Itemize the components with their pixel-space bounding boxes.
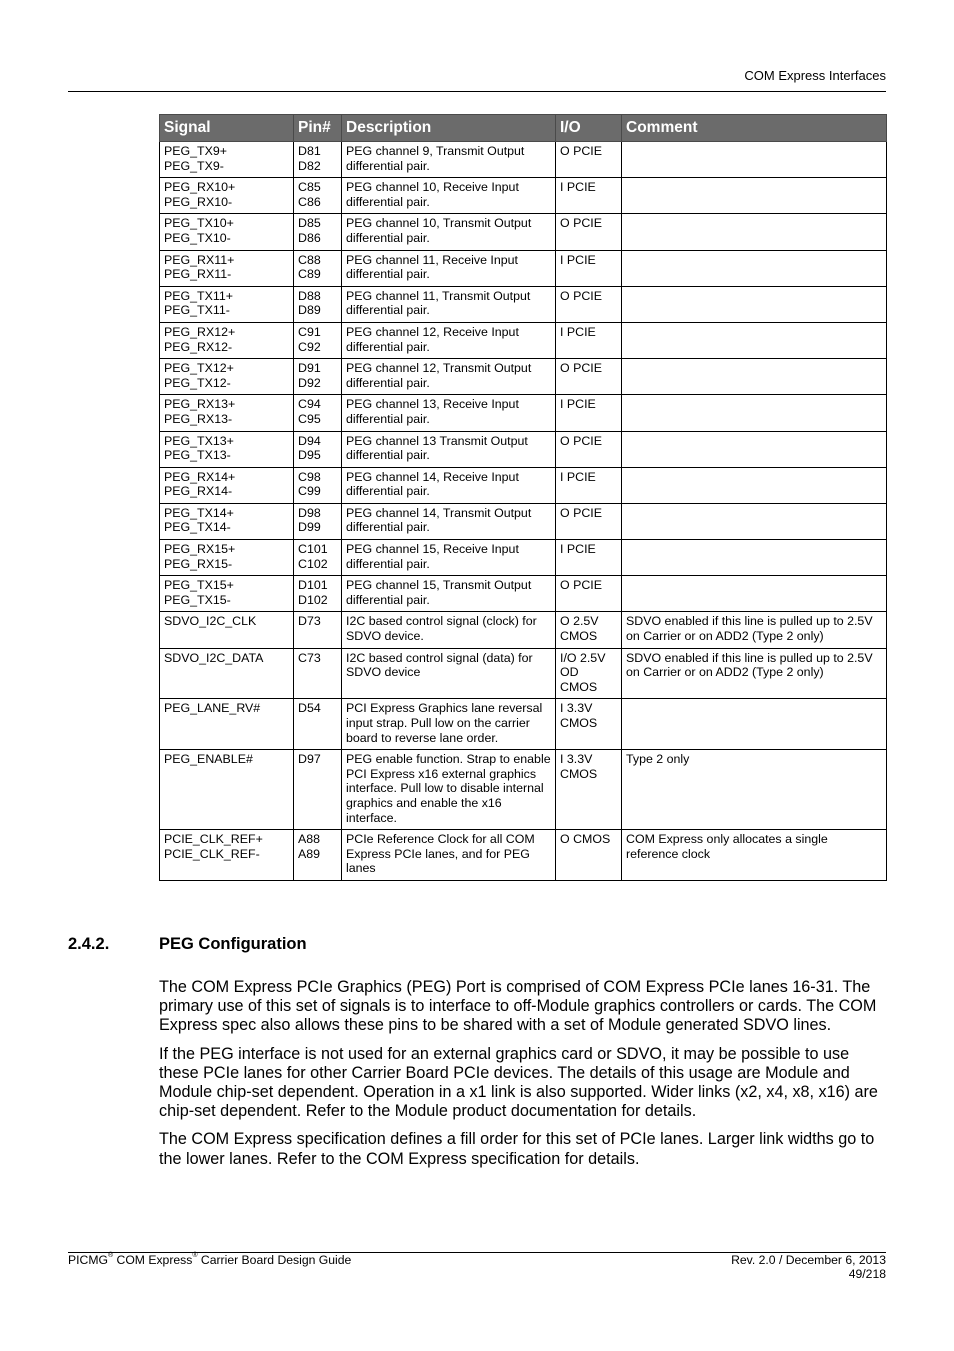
description-cell: PEG channel 15, Transmit Output differential pair. bbox=[342, 576, 556, 612]
pin-cell: A88 A89 bbox=[294, 830, 342, 881]
io-cell: O PCIE bbox=[556, 214, 622, 250]
section-title: PEG Configuration bbox=[159, 935, 307, 953]
comment-cell bbox=[622, 322, 887, 358]
io-cell: O PCIE bbox=[556, 503, 622, 539]
io-cell: I PCIE bbox=[556, 250, 622, 286]
pin-cell: D54 bbox=[294, 699, 342, 750]
registered-mark: ® bbox=[192, 1252, 198, 1259]
description-cell: PEG channel 12, Transmit Output differential pair. bbox=[342, 359, 556, 395]
description-cell: PEG channel 13 Transmit Output differential pair. bbox=[342, 431, 556, 467]
column-header-signal: Signal bbox=[160, 115, 294, 142]
table-row bbox=[160, 178, 887, 214]
section-heading bbox=[68, 935, 307, 954]
description-cell: PEG channel 15, Receive Input differential pair. bbox=[342, 540, 556, 576]
comment-cell bbox=[622, 576, 887, 612]
pin-cell: C88 C89 bbox=[294, 250, 342, 286]
signal-cell: PEG_RX10+ PEG_RX10- bbox=[160, 178, 294, 214]
io-cell: I PCIE bbox=[556, 178, 622, 214]
description-cell: PEG channel 14, Transmit Output differential pair. bbox=[342, 503, 556, 539]
comment-cell: COM Express only allocates a single reference clock bbox=[622, 830, 887, 881]
running-header: COM Express Interfaces bbox=[744, 68, 886, 83]
table-row bbox=[160, 395, 887, 431]
description-cell: PEG enable function. Strap to enable PCI Express x16 external graphics interface. Pull low to disable internal graphics and enable the x16 interface. bbox=[342, 750, 556, 830]
registered-mark: ® bbox=[107, 1252, 114, 1259]
table-row bbox=[160, 467, 887, 503]
paragraph: If the PEG interface is not used for an external graphics card or SDVO, it may be possible to use these PCIe lanes for other Carrier Board PCIe devices. The details of this usage are Module and Module chip-set dependent. Operation in a x1 link is also supported. Wider links (x2, x4, x8, x16) are chip-set dependent. Refer to the Module product documentation for details. bbox=[159, 1044, 878, 1121]
comment-cell bbox=[622, 431, 887, 467]
page-number: 49/218 bbox=[848, 1267, 886, 1281]
comment-cell bbox=[622, 467, 887, 503]
comment-cell bbox=[622, 503, 887, 539]
table-header-row bbox=[160, 115, 887, 142]
io-cell: I PCIE bbox=[556, 467, 622, 503]
header-rule bbox=[68, 91, 886, 92]
table-row bbox=[160, 648, 887, 699]
pin-cell: D88 D89 bbox=[294, 286, 342, 322]
comment-cell bbox=[622, 395, 887, 431]
signal-cell: PEG_TX13+ PEG_TX13- bbox=[160, 431, 294, 467]
description-cell: PCI Express Graphics lane reversal input strap. Pull low on the carrier board to reverse lane order. bbox=[342, 699, 556, 750]
comment-cell bbox=[622, 250, 887, 286]
comment-cell bbox=[622, 286, 887, 322]
pin-cell: C94 C95 bbox=[294, 395, 342, 431]
signal-table bbox=[159, 114, 887, 881]
table-row bbox=[160, 286, 887, 322]
signal-cell: PEG_TX9+ PEG_TX9- bbox=[160, 142, 294, 178]
pin-cell: C101 C102 bbox=[294, 540, 342, 576]
table-row bbox=[160, 503, 887, 539]
description-cell: PEG channel 14, Receive Input differential pair. bbox=[342, 467, 556, 503]
description-cell: I2C based control signal (clock) for SDVO device. bbox=[342, 612, 556, 648]
pin-cell: D81 D82 bbox=[294, 142, 342, 178]
io-cell: O PCIE bbox=[556, 431, 622, 467]
table-row bbox=[160, 612, 887, 648]
table-row bbox=[160, 359, 887, 395]
table-body bbox=[160, 142, 887, 881]
table-row bbox=[160, 142, 887, 178]
pin-cell: D85 D86 bbox=[294, 214, 342, 250]
io-cell: I PCIE bbox=[556, 322, 622, 358]
column-header-description: Description bbox=[342, 115, 556, 142]
column-header-comment: Comment bbox=[622, 115, 887, 142]
table-row bbox=[160, 830, 887, 881]
comment-cell bbox=[622, 178, 887, 214]
io-cell: I 3.3V CMOS bbox=[556, 750, 622, 830]
io-cell: O 2.5V CMOS bbox=[556, 612, 622, 648]
signal-cell: PEG_RX11+ PEG_RX11- bbox=[160, 250, 294, 286]
body-text bbox=[159, 978, 886, 1178]
io-cell: O PCIE bbox=[556, 142, 622, 178]
comment-cell bbox=[622, 142, 887, 178]
footer-text: PICMG bbox=[68, 1253, 108, 1267]
table-row bbox=[160, 431, 887, 467]
signal-cell: PEG_RX14+ PEG_RX14- bbox=[160, 467, 294, 503]
pin-cell: D98 D99 bbox=[294, 503, 342, 539]
comment-cell bbox=[622, 359, 887, 395]
io-cell: O CMOS bbox=[556, 830, 622, 881]
signal-cell: PCIE_CLK_REF+ PCIE_CLK_REF- bbox=[160, 830, 294, 881]
signal-cell: PEG_TX15+ PEG_TX15- bbox=[160, 576, 294, 612]
table-row bbox=[160, 250, 887, 286]
signal-cell: SDVO_I2C_CLK bbox=[160, 612, 294, 648]
description-cell: PEG channel 9, Transmit Output differential pair. bbox=[342, 142, 556, 178]
pin-cell: C85 C86 bbox=[294, 178, 342, 214]
signal-cell: PEG_TX12+ PEG_TX12- bbox=[160, 359, 294, 395]
table-row bbox=[160, 576, 887, 612]
comment-cell bbox=[622, 214, 887, 250]
column-header-io: I/O bbox=[556, 115, 622, 142]
table-row bbox=[160, 699, 887, 750]
footer-document-title bbox=[68, 1253, 351, 1267]
io-cell: I PCIE bbox=[556, 395, 622, 431]
signal-cell: PEG_RX15+ PEG_RX15- bbox=[160, 540, 294, 576]
io-cell: O PCIE bbox=[556, 576, 622, 612]
description-cell: PCIe Reference Clock for all COM Express PCIe lanes, and for PEG lanes bbox=[342, 830, 556, 881]
io-cell: I/O 2.5V OD CMOS bbox=[556, 648, 622, 699]
comment-cell: Type 2 only bbox=[622, 750, 887, 830]
description-cell: PEG channel 13, Receive Input differential pair. bbox=[342, 395, 556, 431]
description-cell: I2C based control signal (data) for SDVO device bbox=[342, 648, 556, 699]
description-cell: PEG channel 10, Receive Input differential pair. bbox=[342, 178, 556, 214]
paragraph: The COM Express PCIe Graphics (PEG) Port is comprised of COM Express PCIe lanes 16-31. The primary use of this set of signals is to interface to off-Module graphics controllers or cards. The COM Express spec also allows these pins to be shared with a set of Module generated SDVO lines. bbox=[159, 978, 877, 1035]
pin-cell: D101 D102 bbox=[294, 576, 342, 612]
description-cell: PEG channel 11, Transmit Output differential pair. bbox=[342, 286, 556, 322]
pin-cell: D94 D95 bbox=[294, 431, 342, 467]
footer-text: COM Express bbox=[113, 1253, 193, 1267]
table-row bbox=[160, 322, 887, 358]
io-cell: I 3.3V CMOS bbox=[556, 699, 622, 750]
description-cell: PEG channel 12, Receive Input differential pair. bbox=[342, 322, 556, 358]
signal-cell: PEG_TX10+ PEG_TX10- bbox=[160, 214, 294, 250]
io-cell: I PCIE bbox=[556, 540, 622, 576]
pin-cell: C73 bbox=[294, 648, 342, 699]
pin-cell: C98 C99 bbox=[294, 467, 342, 503]
footer-text: Carrier Board Design Guide bbox=[197, 1253, 352, 1267]
comment-cell bbox=[622, 699, 887, 750]
paragraph: The COM Express specification defines a fill order for this set of PCIe lanes. Larger link widths go to the lower lanes. Refer to the COM Express specification for details. bbox=[159, 1130, 875, 1168]
table-row bbox=[160, 214, 887, 250]
table-row bbox=[160, 750, 887, 830]
comment-cell bbox=[622, 540, 887, 576]
signal-cell: PEG_TX14+ PEG_TX14- bbox=[160, 503, 294, 539]
signal-cell: PEG_RX12+ PEG_RX12- bbox=[160, 322, 294, 358]
pin-cell: C91 C92 bbox=[294, 322, 342, 358]
footer-revision: Rev. 2.0 / December 6, 2013 bbox=[731, 1253, 886, 1267]
io-cell: O PCIE bbox=[556, 359, 622, 395]
pin-cell: D73 bbox=[294, 612, 342, 648]
description-cell: PEG channel 10, Transmit Output differential pair. bbox=[342, 214, 556, 250]
pin-cell: D97 bbox=[294, 750, 342, 830]
signal-cell: PEG_TX11+ PEG_TX11- bbox=[160, 286, 294, 322]
comment-cell: SDVO enabled if this line is pulled up to 2.5V on Carrier or on ADD2 (Type 2 only) bbox=[622, 612, 887, 648]
pin-cell: D91 D92 bbox=[294, 359, 342, 395]
table-row bbox=[160, 540, 887, 576]
signal-cell: SDVO_I2C_DATA bbox=[160, 648, 294, 699]
signal-cell: PEG_RX13+ PEG_RX13- bbox=[160, 395, 294, 431]
section-number: 2.4.2. bbox=[68, 935, 110, 953]
io-cell: O PCIE bbox=[556, 286, 622, 322]
signal-cell: PEG_LANE_RV# bbox=[160, 699, 294, 750]
description-cell: PEG channel 11, Receive Input differential pair. bbox=[342, 250, 556, 286]
footer-revision-block bbox=[731, 1253, 886, 1281]
comment-cell: SDVO enabled if this line is pulled up to 2.5V on Carrier or on ADD2 (Type 2 only) bbox=[622, 648, 887, 699]
column-header-pin: Pin# bbox=[294, 115, 342, 142]
signal-cell: PEG_ENABLE# bbox=[160, 750, 294, 830]
